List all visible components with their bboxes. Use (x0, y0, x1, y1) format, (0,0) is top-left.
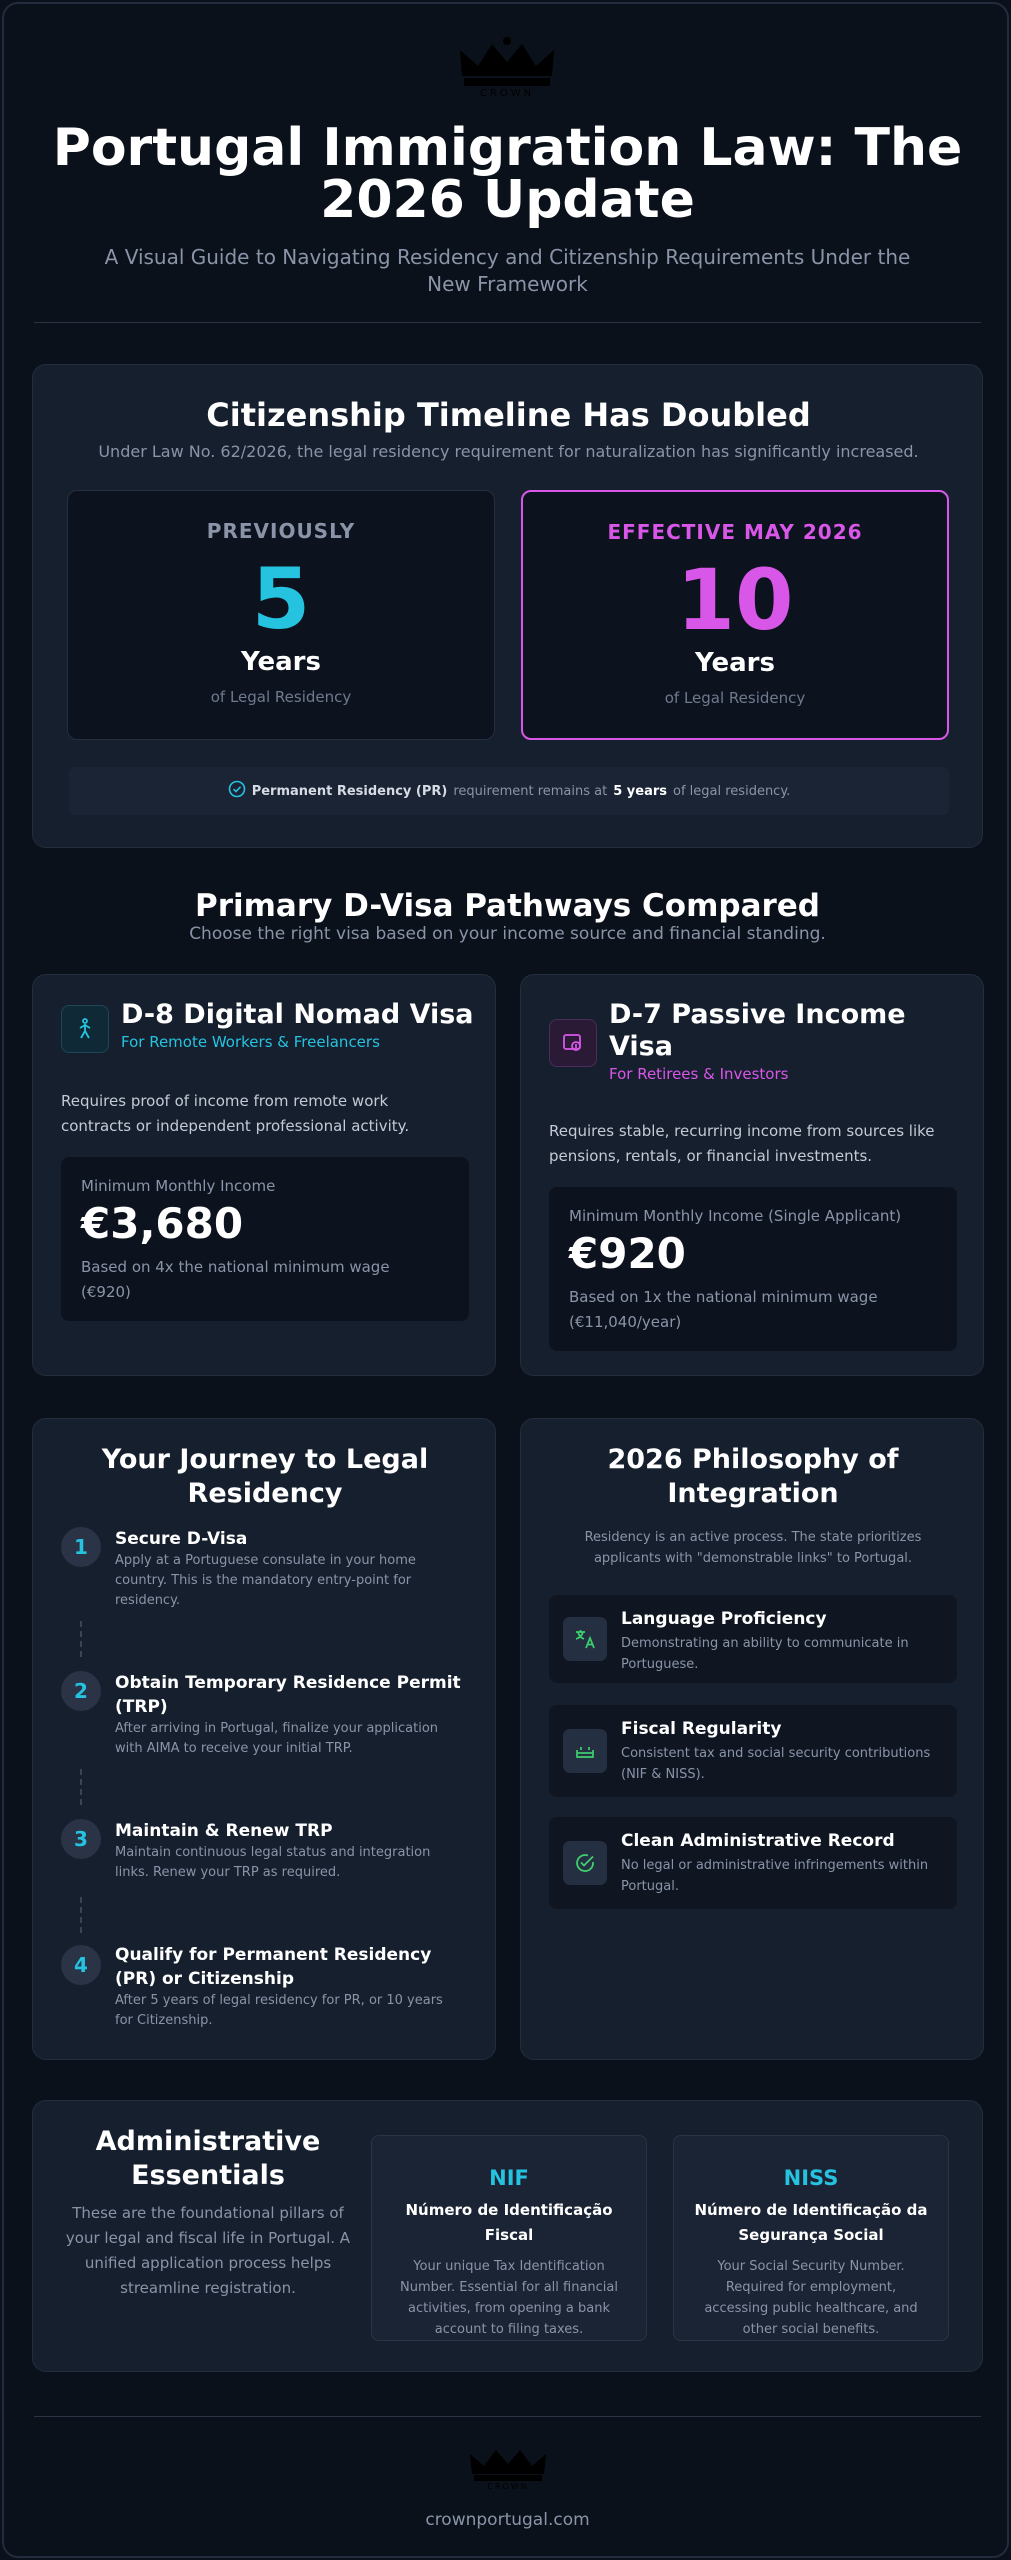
integration-panel (520, 1418, 984, 2060)
step-3-number: 3 (61, 1819, 101, 1859)
page-title: Portugal Immigration Law: The 2026 Update (52, 118, 963, 230)
niss-card (673, 2135, 949, 2341)
nomad-icon (61, 1005, 109, 1053)
current-years-value: 10 (676, 551, 794, 649)
current-note: of Legal Residency (664, 689, 806, 707)
integration-item-description: Consistent tax and social security contributions (NIF & NISS). (621, 1746, 931, 1782)
d7-income-box (549, 1187, 957, 1351)
step-1-description: Apply at a Portuguese consulate in your home country. This is the mandatory entry-point for residency. (115, 1553, 416, 1608)
step-connector (80, 1621, 82, 1657)
receipt-icon (563, 1729, 607, 1773)
previous-years-value: 5 (251, 550, 311, 648)
previous-unit: Years (241, 647, 321, 677)
previous-card (67, 490, 495, 740)
divider (34, 2416, 981, 2417)
nif-card (371, 2135, 647, 2341)
d8-income-label: Minimum Monthly Income (81, 1177, 276, 1195)
step-2-number: 2 (61, 1671, 101, 1711)
step-3-description: Maintain continuous legal status and integration links. Renew your TRP as required. (115, 1845, 431, 1880)
step-2-title: Obtain Temporary Residence Permit (TRP) (115, 1673, 461, 1717)
niss-full-name: Número de Identificação da Segurança Social (694, 2201, 928, 2244)
integration-description: Residency is an active process. The state prioritizes applicants with "demonstrable links" to Portugal. (584, 1530, 922, 1566)
logo-wordmark: CROWN (487, 2482, 529, 2491)
integration-item-title: Language Proficiency (621, 1609, 827, 1629)
d7-subtitle: For Retirees & Investors (609, 1065, 789, 1083)
d8-income-value: €3,680 (81, 1199, 244, 1248)
citizenship-description: Under Law No. 62/2026, the legal residency requirement for naturalization has significantly increased. (98, 442, 919, 461)
previous-note: of Legal Residency (210, 688, 352, 706)
pr-bold-1: Permanent Residency (PR) (251, 783, 448, 799)
step-4-description: After 5 years of legal residency for PR, or 10 years for Citizenship. (115, 1993, 443, 2028)
d7-income-value: €920 (569, 1229, 686, 1278)
admin-panel (32, 2100, 983, 2372)
integration-item-language (549, 1595, 957, 1683)
pr-bold-2: 5 years (613, 783, 668, 799)
admin-title: Administrative Essentials (95, 2126, 321, 2191)
nif-description: Your unique Tax Identification Number. Essential for all financial activities, from opening a bank account to filing taxes. (399, 2259, 618, 2337)
page-subtitle: A Visual Guide to Navigating Residency and Citizenship Requirements Under the New Framework (104, 245, 911, 296)
d8-card (32, 974, 496, 1376)
citizenship-title: Citizenship Timeline Has Doubled (206, 396, 811, 434)
passive-income-icon (549, 1019, 597, 1067)
d7-card (520, 974, 984, 1376)
divider (34, 322, 981, 323)
check-circle-icon (563, 1841, 607, 1885)
integration-item-record (549, 1817, 957, 1909)
crown-logo (466, 2444, 550, 2492)
pathways-description: Choose the right visa based on your income source and financial standing. (189, 924, 826, 944)
current-card (521, 490, 949, 740)
step-4-title: Qualify for Permanent Residency (PR) or Citizenship (115, 1945, 432, 1989)
pr-text-2: of legal residency. (673, 783, 791, 799)
previous-label: PREVIOUSLY (206, 519, 356, 543)
step-connector (80, 1897, 82, 1933)
pathways-title: Primary D-Visa Pathways Compared (194, 888, 820, 924)
d8-subtitle: For Remote Workers & Freelancers (121, 1033, 380, 1051)
nif-full-name: Número de Identificação Fiscal (405, 2201, 613, 2244)
step-1-number: 1 (61, 1527, 101, 1567)
niss-acronym: NISS (783, 2166, 839, 2190)
footer-link[interactable]: crownportugal.com (425, 2510, 590, 2530)
integration-item-description: Demonstrating an ability to communicate in Portuguese. (621, 1636, 909, 1672)
niss-description: Your Social Security Number. Required for employment, accessing public healthcare, and other social benefits. (704, 2259, 918, 2337)
pr-text-1: requirement remains at (453, 783, 608, 799)
d8-title: D-8 Digital Nomad Visa (121, 999, 474, 1030)
d8-description: Requires proof of income from remote work contracts or independent professional activity. (61, 1092, 410, 1135)
d7-income-label: Minimum Monthly Income (Single Applicant) (569, 1207, 902, 1225)
infographic-page (2, 2, 1009, 2558)
integration-item-title: Clean Administrative Record (621, 1831, 895, 1851)
journey-panel (32, 1418, 496, 2060)
step-connector (80, 1769, 82, 1805)
journey-title: Your Journey to Legal Residency (101, 1444, 429, 1509)
logo-wordmark: CROWN (479, 88, 535, 99)
d7-title: D-7 Passive Income Visa (609, 999, 906, 1062)
current-label: EFFECTIVE MAY 2026 (607, 520, 863, 544)
integration-item-title: Fiscal Regularity (621, 1719, 782, 1739)
d8-income-note: Based on 4x the national minimum wage (€920) (81, 1258, 390, 1301)
admin-description: These are the foundational pillars of your legal and fiscal life in Portugal. A unified application process helps streamline registration. (65, 2204, 351, 2297)
current-unit: Years (695, 648, 775, 678)
nif-acronym: NIF (489, 2166, 529, 2190)
check-circle-icon (228, 780, 246, 802)
d7-income-note: Based on 1x the national minimum wage (€11,040/year) (569, 1288, 878, 1331)
step-1-title: Secure D-Visa (115, 1529, 248, 1549)
translate-icon (563, 1617, 607, 1661)
d7-description: Requires stable, recurring income from sources like pensions, rentals, or financial investments. (549, 1122, 935, 1165)
crown-logo (454, 32, 560, 100)
integration-item-description: No legal or administrative infringements within Portugal. (621, 1858, 929, 1894)
step-4-number: 4 (61, 1945, 101, 1985)
integration-title: 2026 Philosophy of Integration (607, 1444, 899, 1509)
pr-note-strip (69, 767, 949, 815)
step-2-description: After arriving in Portugal, finalize your application with AIMA to receive your initial TRP. (115, 1721, 439, 1756)
step-3-title: Maintain & Renew TRP (115, 1821, 333, 1841)
d8-income-box (61, 1157, 469, 1321)
integration-item-fiscal (549, 1705, 957, 1797)
